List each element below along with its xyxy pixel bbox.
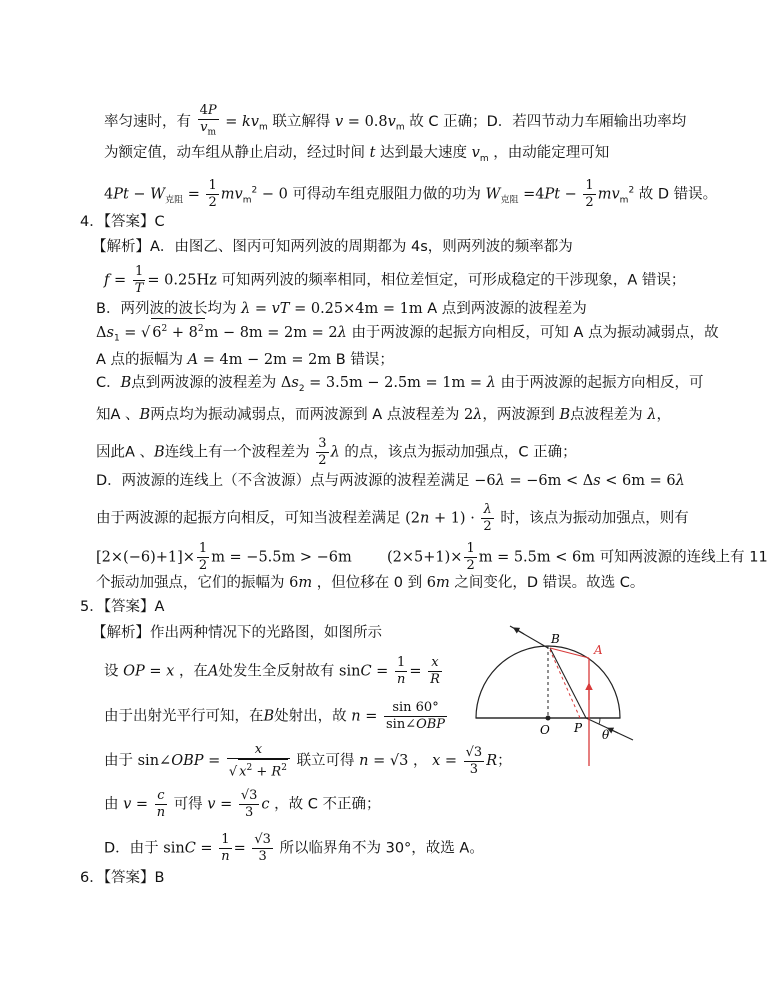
- text: D．两波源的连线上（不含波源）点与两波源的波程差满足: [96, 473, 470, 489]
- text: B 错误；: [335, 352, 394, 368]
- text: 处射出，故: [274, 708, 347, 725]
- q5-line-6: D．由于 sinC = $\frac{1}{n}$ = $\frac{√3}{3}$ 所以临界角不为 30°，故选 A。: [104, 832, 484, 864]
- text: A 点的振幅为: [96, 352, 184, 368]
- refracted-ray: [550, 648, 586, 718]
- text: C．: [96, 375, 121, 391]
- answer-label: 【答案】: [103, 214, 155, 230]
- text: 率匀速时，有: [104, 113, 191, 130]
- question-number: 6．: [80, 870, 104, 886]
- label-theta: θ: [602, 728, 610, 742]
- text: 联立可得: [296, 753, 355, 770]
- text: 由: [104, 796, 119, 813]
- q4-answer-line: [80, 212, 165, 232]
- q4-line-a2: f = $\frac{1}{T}$ = 0.25Hz 可知两列波的频率相同，相位差恒定，可形成稳定的干涉现象，A 错误；: [104, 264, 686, 296]
- answer-label: 【答案】: [103, 599, 155, 615]
- q4-line-b1: B．两列波的波长均为 λ = vT = 0.25×4m = 1m A 点到两波源的波程差为: [96, 301, 587, 317]
- text: 点波程差为: [570, 407, 643, 423]
- q4-line-b3: A 点的振幅为 A = 4m − 2m = 2m B 错误；: [96, 352, 394, 368]
- text: 由于两波源的起振方向相反，可: [500, 375, 704, 391]
- q5-analysis-line-1: [92, 623, 382, 643]
- text: 设: [104, 663, 119, 680]
- q4-analysis-line-a1: [92, 237, 573, 257]
- text: 联立解得: [272, 113, 331, 130]
- q4-line-c1: C．B点到两波源的波程差为 $\Delta s_2 = 3.5m - 2.5m = 1m = \lambda$ 由于两波源的起振方向相反，可: [96, 375, 704, 394]
- text: 达到最大速度: [380, 145, 468, 161]
- answer-value: C: [154, 214, 165, 230]
- q5-line-2: 设 OP = x ，在A处发生全反射故有 sinC = $\frac{1}{n}$ = $\frac{x}{R}$: [104, 655, 440, 687]
- q5-answer-line: [80, 597, 164, 617]
- text: 由于两波源的起振方向相反，可知当波程差满足: [96, 510, 401, 527]
- q4-line-d4: 个振动加强点，它们的振幅为 6m ，但位移在 0 到 6m 之间变化，D 错误。故选 C。: [96, 575, 645, 591]
- q5-line-3: 由于出射光平行可知，在B处射出，故 n = $\frac{\sin 60^\circ}{\text{sin∠OBP}}$: [104, 700, 446, 732]
- text: A 点到两波源的波程差为: [427, 301, 587, 317]
- answer-value: B: [154, 870, 165, 886]
- fraction-4P-vm: $\frac{4P}{v_m}$: [199, 103, 217, 138]
- text: 连线上有一个波程差为: [164, 444, 310, 461]
- q6-answer-line: [80, 868, 164, 888]
- text: 两点均为振动减弱点，而两波源到 A 点波程差为: [150, 407, 460, 423]
- q5-line-4: 由于 sin∠OBP = $\frac{x}{√ x^2 + R^2}$ 联立可得 n = √3 ， x = $\frac{√3}{3}$ R；: [104, 742, 512, 780]
- label-A: A: [594, 643, 603, 657]
- optics-diagram: [468, 618, 636, 768]
- answer-value: A: [154, 599, 165, 615]
- analysis-label: 【解析】: [92, 625, 150, 641]
- prev-line-1: 率匀速时，有 $\frac{4P}{v_m}$ = $kv_m$ 联立解得 $v = 0.8v_m$ 故 C 正确；D．若四节动力车厢输出功率均: [104, 103, 686, 141]
- q5-line-5: 由 v = $\frac{c}{n}$ 可得 v = $\frac{√3}{3}$ c ，故 C 不正确；: [104, 788, 381, 820]
- text: 知A 、: [96, 407, 140, 423]
- text: 由于两波源的起振方向相反，可知 A 点为振动减弱点，故: [351, 324, 719, 341]
- center-point-O: [546, 716, 551, 721]
- label-B: B: [551, 632, 560, 646]
- q4-line-d2: 由于两波源的起振方向相反，可知当波程差满足 (2n + 1) · $\frac{\lambda}{2}$ 时，该点为振动加强点，则有: [96, 502, 689, 534]
- prev-line-2: 为额定值，动车组从静止启动，经过时间 t 达到最大速度 $v_m$ ，由动能定理可知: [104, 145, 610, 164]
- text: 作出两种情况下的光路图，如图所示: [150, 625, 382, 641]
- q4-line-c3: 因此A 、B连线上有一个波程差为 $\frac{3}{2}$ λ 的点，该点为振动加强点，C 正确；: [96, 436, 577, 468]
- text: 时，该点为振动加强点，则有: [500, 510, 689, 527]
- text: 可知两列波的频率相同，相位差恒定，可形成稳定的干涉现象，A 错误；: [221, 272, 686, 289]
- angle-arc: [599, 718, 600, 724]
- text: 可得: [173, 796, 203, 813]
- text: ，在: [178, 663, 208, 680]
- text: 之间变化，D 错误。故选 C。: [454, 575, 645, 591]
- answer-label: 【答案】: [103, 870, 155, 886]
- q4-line-d1: D．两波源的连线上（不含波源）点与两波源的波程差满足 −6λ = −6m < Δs < 6m = 6λ: [96, 473, 685, 489]
- text: 由于出射光平行可知，在: [104, 708, 264, 725]
- text: 处发生全反射故有: [218, 663, 335, 680]
- text: 点到两波源的波程差为: [131, 375, 277, 391]
- text: 个振动加强点，它们的振幅为: [96, 575, 285, 591]
- text: B．两列波的波长均为: [96, 301, 237, 317]
- text: D．由于: [104, 840, 159, 857]
- text: 所以临界角不为 30°，故选 A。: [279, 840, 484, 857]
- text: 因此A 、: [96, 444, 155, 461]
- text: ，由动能定理可知: [493, 145, 610, 161]
- text: 故 D 错误。: [638, 186, 718, 203]
- text: 由于: [104, 753, 133, 770]
- question-number: 5．: [80, 599, 104, 615]
- q4-line-d3: [2×(−6)+1]× $\frac{1}{2}$ m = −5.5m > −6m (2×5+1)× $\frac{1}{2}$ m = 5.5m < 6m 可知两波源的连线上有 11: [96, 541, 768, 573]
- label-O: O: [540, 723, 550, 737]
- prev-line-3: $4Pt - W_{克阻}$ = $\frac{1}{2}$ $mv_m^2 - 0$ 可得动车组克服阻力做的功为 $W_{克阻} =4Pt$ − $\frac{1}{2}$ $mv_m^2$ 故 D 错误。: [104, 178, 718, 210]
- label-P: P: [574, 721, 583, 735]
- exit-ray-arrow: [514, 628, 524, 634]
- text: A．由图乙、图丙可知两列波的周期都为 4s，则两列波的频率都为: [150, 239, 573, 255]
- text: 的点，该点为振动加强点，C 正确；: [344, 444, 577, 461]
- question-number: 4．: [80, 214, 104, 230]
- analysis-label: 【解析】: [92, 239, 150, 255]
- text: ，两波源到: [482, 407, 555, 423]
- text: ，但位移在 0 到: [316, 575, 423, 591]
- q4-line-c2: 知A 、B两点均为振动减弱点，而两波源到 A 点波程差为 2λ，两波源到 B点波程差为 λ，: [96, 407, 671, 423]
- incident-ray-arrow: [608, 728, 618, 733]
- text: 可得动车组克服阻力做的功为: [292, 186, 481, 203]
- q4-line-b2: $\Delta s_1$ = √ $6^2 + 8^2m - 8m = 2m = 2\lambda$ 由于两波源的起振方向相反，可知 A 点为振动减弱点，故: [96, 318, 719, 349]
- text: 故 C 正确；D．若四节动力车厢输出功率均: [409, 113, 687, 130]
- text: ，故 C 不正确；: [274, 796, 381, 813]
- text: 可知两波源的连线上有 11: [599, 549, 768, 566]
- text: 为额定值，动车组从静止启动，经过时间: [104, 145, 365, 161]
- reflected-ray-dashed: [550, 650, 580, 718]
